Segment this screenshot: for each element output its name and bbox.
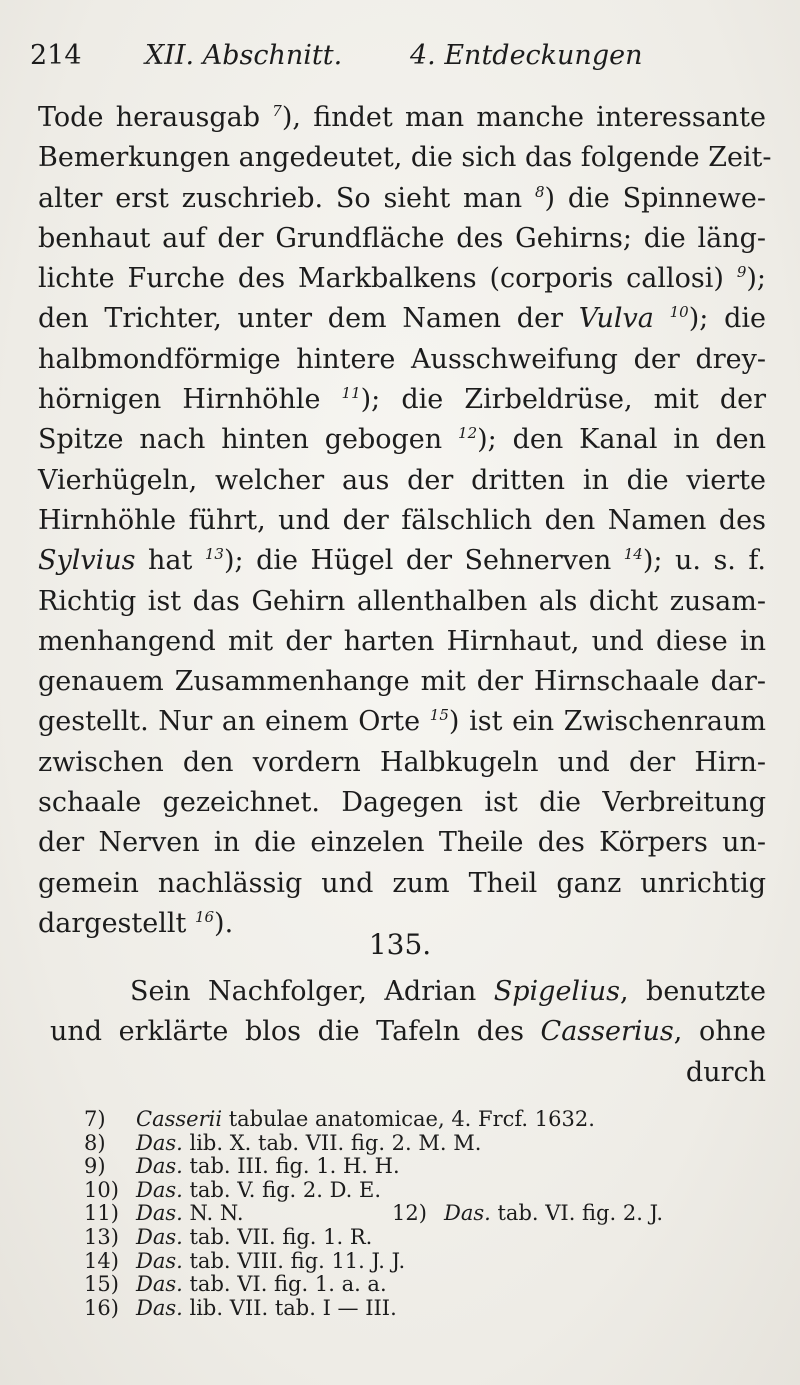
- footnote-text: Das. tab. III. fig. 1. H. H.: [136, 1154, 400, 1179]
- text-line: Bemerkungen angedeutet, die sich das folgende Zeit-: [38, 142, 772, 174]
- italic-text: Vulva: [578, 303, 654, 335]
- footnote-text: Casserii tabulae anatomicae, 4. Frcf. 1632.: [136, 1107, 595, 1131]
- footnote-ref: 15: [429, 706, 449, 725]
- catchword: durch: [685, 1056, 766, 1088]
- footnote-ref: 9: [736, 263, 747, 282]
- running-header: [30, 40, 770, 80]
- footnotes: [84, 1108, 724, 1320]
- text-line: Sein Nachfolger, Adrian Spigelius, benutzte: [130, 976, 766, 1007]
- italic-text: Spigelius: [493, 976, 620, 1007]
- footnote-ref: 13: [204, 545, 224, 564]
- text-line: lichte Furche des Markbalkens (corporis callosi) $^9$);: [38, 263, 766, 295]
- footnote-ref: 8: [534, 182, 545, 201]
- footnote-text: Das. tab. VII. fig. 1. R.: [136, 1224, 373, 1249]
- footnote-number: 7): [84, 1107, 106, 1131]
- footnote-number: 8): [84, 1130, 106, 1155]
- footnote-number: 10): [84, 1177, 119, 1202]
- paragraph-2: [50, 972, 766, 1093]
- text-line: Sylvius hat $^{13}$); die Hügel der Sehnerven $^{14}$); u. s. f.: [38, 545, 766, 577]
- footnote-number: 12): [392, 1201, 427, 1226]
- text-line: menhangend mit der harten Hirnhaut, und diese in: [38, 625, 766, 657]
- italic-text: Das.: [136, 1201, 183, 1226]
- footnote: [84, 1297, 724, 1321]
- footnote: [84, 1226, 724, 1250]
- footnote-number: 9): [84, 1154, 106, 1179]
- text-line: und erklärte blos die Tafeln des Casserius, ohne: [50, 1016, 766, 1048]
- footnote: [84, 1132, 724, 1156]
- text-line: Vierhügeln, welcher aus der dritten in die vierte: [38, 464, 766, 496]
- text-line: schaale gezeichnet. Dagegen ist die Verbreitung: [38, 787, 766, 819]
- italic-text: Das.: [136, 1272, 183, 1297]
- footnote: [84, 1179, 724, 1203]
- footnote: [84, 1155, 724, 1179]
- footnote-ref: 12: [458, 424, 478, 443]
- footnote-text: Das. tab. VI. fig. 2. J.: [444, 1201, 664, 1226]
- footnote-number: 13): [84, 1224, 119, 1249]
- footnote-number: 14): [84, 1248, 119, 1273]
- footnote-text: Das. lib. X. tab. VII. fig. 2. M. M.: [136, 1130, 482, 1155]
- italic-text: Das.: [136, 1224, 183, 1249]
- footnote-ref: 10: [669, 303, 689, 322]
- text-line: Spitze nach hinten gebogen $^{12}$); den Kanal in den: [38, 424, 766, 456]
- text-line: halbmondförmige hintere Ausschweifung der drey-: [38, 343, 766, 375]
- footnote-number: 16): [84, 1295, 119, 1320]
- italic-text: Casserii: [136, 1107, 223, 1131]
- italic-text: Das.: [136, 1295, 183, 1320]
- footnote-ref: 7: [272, 102, 282, 120]
- footnote-text: Das. tab. VI. fig. 1. a. a.: [136, 1272, 387, 1297]
- paragraph-1: [38, 98, 772, 944]
- footnote-second: [392, 1202, 663, 1226]
- footnote: [84, 1273, 724, 1297]
- footnote-number: 15): [84, 1272, 119, 1297]
- footnote-text: Das. lib. VII. tab. I — III.: [136, 1295, 397, 1320]
- footnote: [84, 1108, 724, 1132]
- italic-text: Sylvius: [38, 545, 136, 577]
- text-line: genauem Zusammenhange mit der Hirnschaale dar-: [38, 666, 766, 698]
- text-line: Tode herausgab $^7$), findet man manche interessante: [38, 102, 766, 133]
- italic-text: Das.: [136, 1130, 183, 1155]
- italic-text: Das.: [444, 1201, 491, 1226]
- text-line: gemein nachlässig und zum Theil ganz unrichtig: [38, 867, 766, 899]
- section-number: 135.: [368, 928, 432, 961]
- italic-text: Das.: [136, 1248, 183, 1273]
- text-line: zwischen den vordern Halbkugeln und der Hirn-: [38, 746, 766, 778]
- footnote-ref: 16: [194, 907, 215, 926]
- italic-text: Das.: [136, 1154, 183, 1179]
- text-line: dargestellt $^{16}$).: [38, 907, 234, 939]
- chapter-title: 4. Entdeckungen: [410, 40, 643, 71]
- footnote: [84, 1250, 724, 1274]
- italic-text: Das.: [136, 1177, 183, 1202]
- footnote-number: 11): [84, 1201, 119, 1226]
- italic-text: Casserius: [540, 1016, 674, 1048]
- text-line: den Trichter, unter dem Namen der Vulva $^{10}$); die: [38, 303, 766, 335]
- page-number: 214: [30, 40, 82, 71]
- footnote-ref: 14: [623, 545, 643, 564]
- footnote-text: Das. N. N.: [136, 1201, 244, 1226]
- footnote-text: Das. tab. V. fig. 2. D. E.: [136, 1177, 382, 1202]
- footnote-ref: 11: [341, 384, 361, 403]
- text-line: Hirnhöhle führt, und der fälschlich den Namen des: [38, 504, 766, 536]
- text-line: Richtig ist das Gehirn allenthalben als dicht zusam-: [38, 585, 766, 617]
- footnote-text: Das. tab. VIII. fig. 11. J. J.: [136, 1248, 406, 1273]
- footnote: [84, 1202, 724, 1226]
- text-line: gestellt. Nur an einem Orte $^{15}$) ist ein Zwischenraum: [38, 706, 766, 738]
- text-line: alter erst zuschrieb. So sieht man $^8$) die Spinnewe-: [38, 182, 766, 214]
- text-line: der Nerven in die einzelen Theile des Körpers un-: [38, 827, 766, 859]
- section-heading: XII. Abschnitt.: [145, 40, 343, 71]
- text-line: benhaut auf der Grundfläche des Gehirns; die läng-: [38, 222, 766, 254]
- text-line: hörnigen Hirnhöhle $^{11}$); die Zirbeldrüse, mit der: [38, 384, 766, 416]
